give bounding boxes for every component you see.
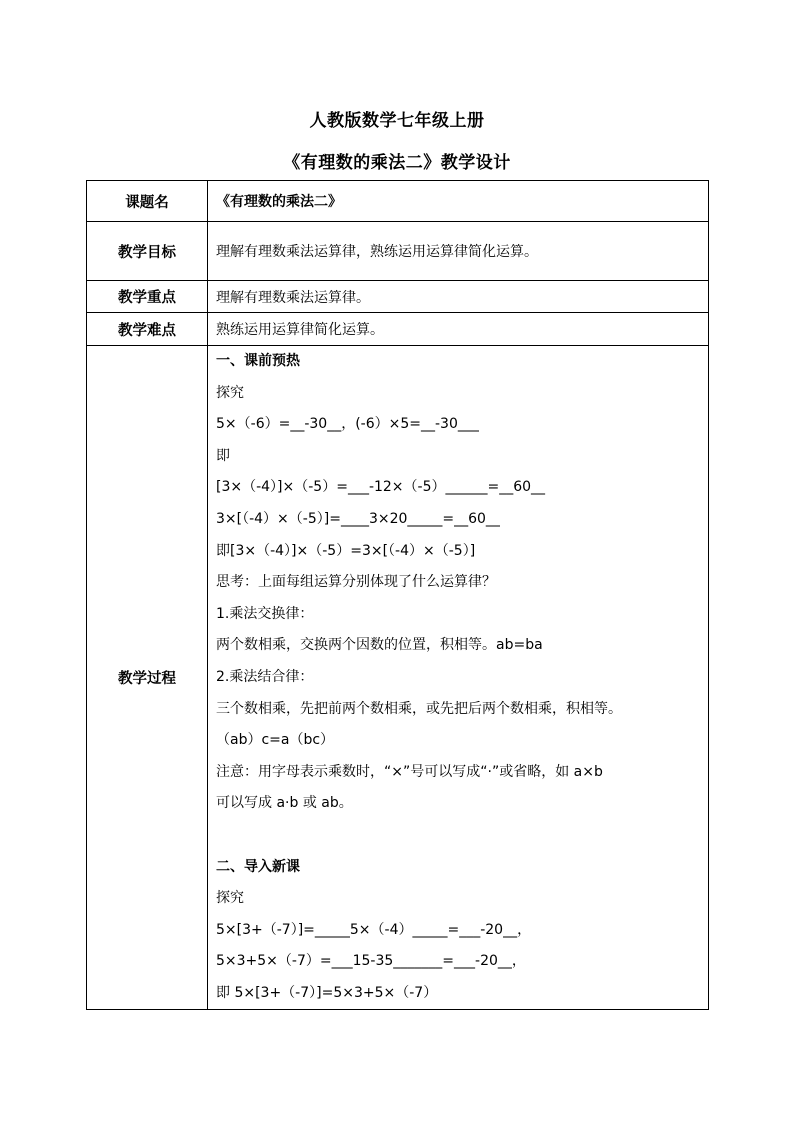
table-row	[87, 313, 709, 346]
table-row	[87, 346, 709, 1010]
blank-line	[216, 820, 700, 852]
process-line: 思考：上面每组运算分别体现了什么运算律？	[216, 574, 496, 591]
process-line: 即 5×[3+（-7）]=5×3+5×（-7）	[216, 984, 438, 1001]
document-subtitle: 《有理数的乘法二》教学设计	[283, 153, 511, 173]
lesson-plan-table	[86, 180, 709, 1010]
process-line: 两个数相乘，交换两个因数的位置，积相等。ab=ba	[216, 637, 543, 654]
section-heading-warmup: 一、课前预热	[216, 353, 300, 369]
process-line: 1.乘法交换律：	[216, 605, 314, 622]
process-line: 5×[3+（-7）]=_____5×（-4）_____=___-20__，	[216, 921, 532, 938]
process-line: 5×（-6）=__-30__，(-6）×5=__-30___	[216, 416, 479, 433]
process-line: 即[3×（-4）]×（-5）=3×[（-4）×（-5）]	[216, 542, 476, 559]
row-label-key-point: 教学重点	[87, 281, 208, 313]
process-line: 三个数相乘，先把前两个数相乘，或先把后两个数相乘，积相等。	[216, 700, 622, 717]
row-value-difficulty: 熟练运用运算律简化运算。	[208, 313, 709, 346]
row-label-topic: 课题名	[87, 181, 208, 222]
process-content	[208, 346, 709, 1010]
row-label-objective: 教学目标	[87, 222, 208, 281]
process-line: 探究	[216, 890, 244, 907]
process-line: （ab）c=a（bc）	[216, 732, 335, 749]
document-title: 人教版数学七年级上册	[309, 111, 485, 131]
process-line: 探究	[216, 384, 244, 401]
row-value-key-point: 理解有理数乘法运算律。	[208, 281, 709, 313]
row-label-process: 教学过程	[87, 346, 208, 1010]
row-label-difficulty: 教学难点	[87, 313, 208, 346]
process-line: 注意：用字母表示乘数时，“×”号可以写成“·”或省略，如 a×b	[216, 763, 603, 780]
process-line: [3×（-4）]×（-5）=___-12×（-5）______=__60__	[216, 479, 546, 496]
process-line: 可以写成 a·b 或 ab。	[216, 795, 353, 812]
row-value-topic: 《有理数的乘法二》	[208, 181, 709, 222]
process-line: 即	[216, 447, 230, 464]
table-row	[87, 181, 709, 222]
table-row	[87, 281, 709, 313]
table-row	[87, 222, 709, 281]
process-line: 5×3+5×（-7）=___15-35_______=___-20__，	[216, 953, 526, 970]
process-line: 2.乘法结合律：	[216, 668, 314, 685]
section-heading-new-lesson: 二、导入新课	[216, 858, 300, 875]
row-value-objective: 理解有理数乘法运算律，熟练运用运算律简化运算。	[208, 222, 709, 281]
process-line: 3×[（-4）×（-5）]=____3×20_____=__60__	[216, 510, 500, 527]
